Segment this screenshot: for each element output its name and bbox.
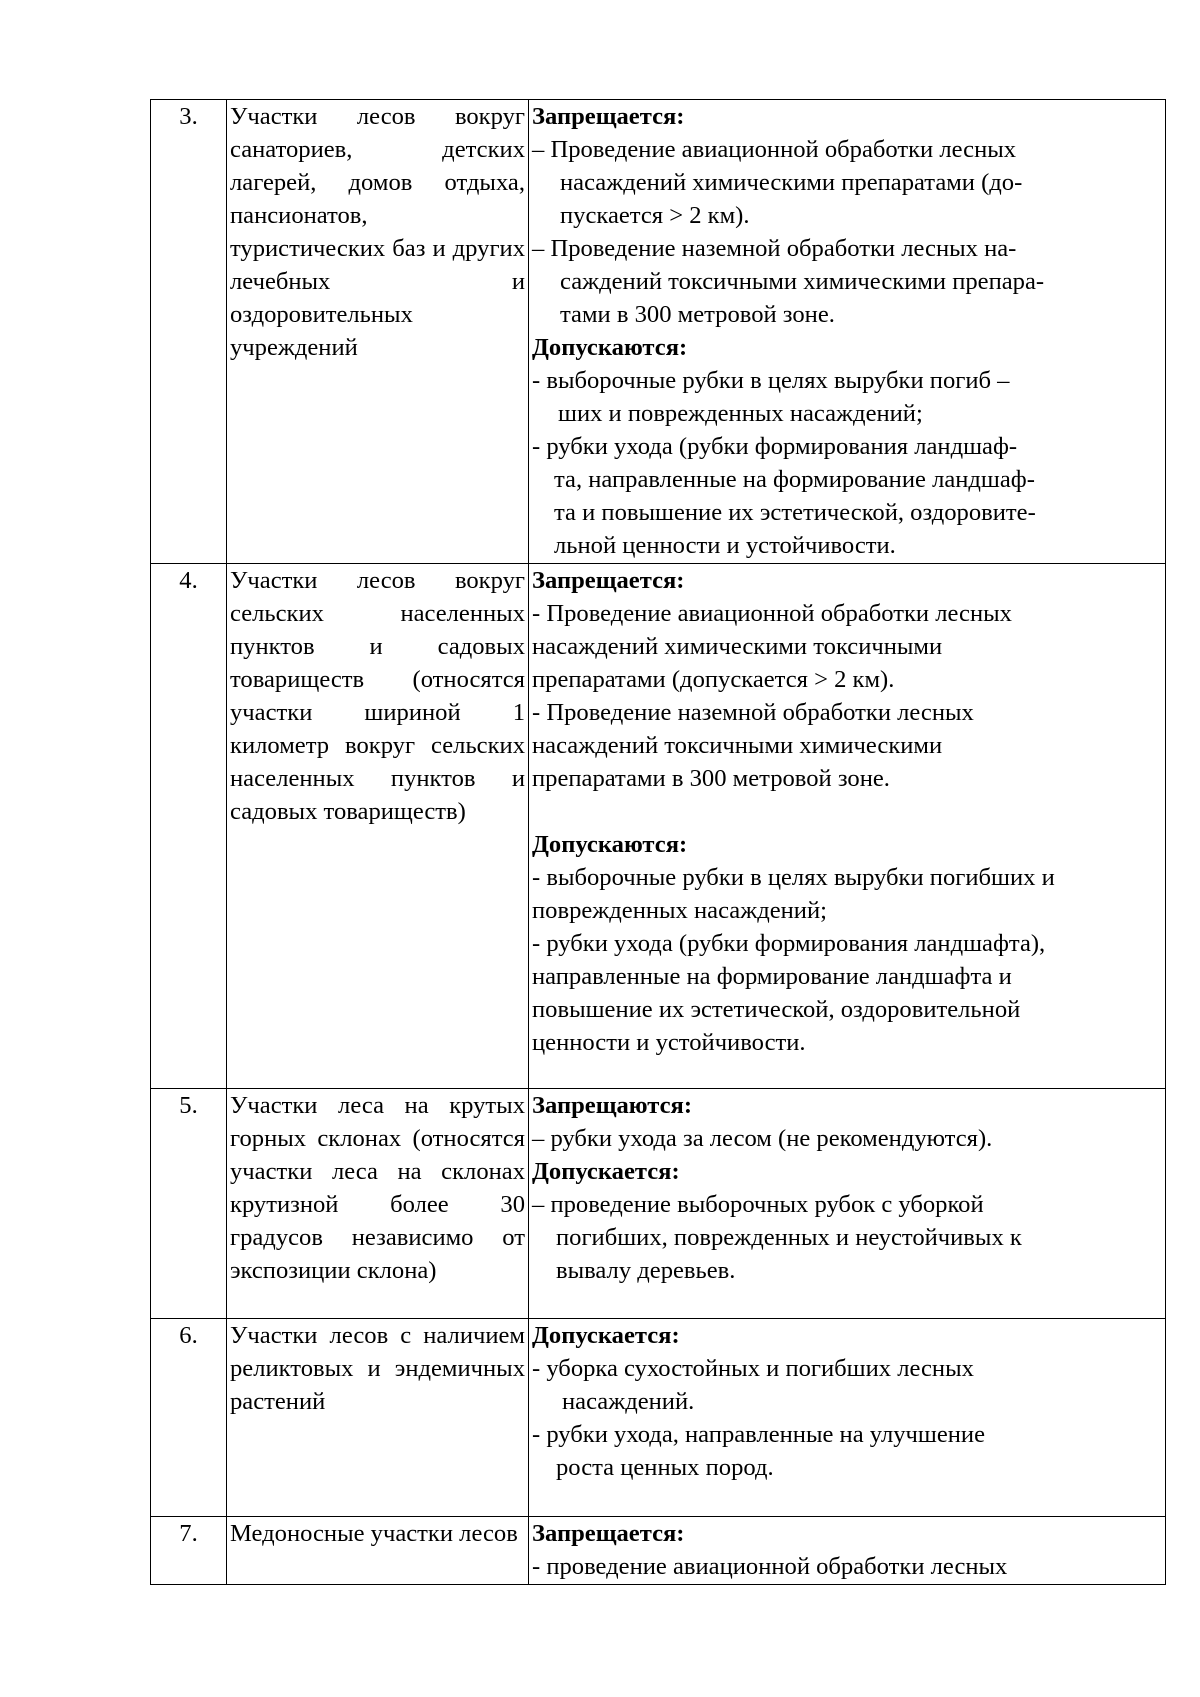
prohibited-heading: Запрещается: <box>532 1520 685 1547</box>
list-item: - выборочные рубки в целях вырубки погибших и поврежденных насаждений; <box>532 864 1055 924</box>
area-description: Участки леса на крутых горных склонах (относятся участки леса на склонах крутизной более 30 градусов независимо от экспозиции склона) <box>227 1089 529 1319</box>
list-item: - уборка сухостойных и погибших лесных насаждений. <box>532 1355 974 1415</box>
forest-regulations-table <box>150 99 1166 1585</box>
allowed-heading: Допускается: <box>532 1158 680 1185</box>
prohibited-heading: Запрещается: <box>532 567 685 594</box>
row-number: 4. <box>151 564 227 1089</box>
area-description: Медоносные участки лесов <box>227 1517 529 1585</box>
list-item: - Проведение авиационной обработки лесных насаждений химическими токсичными препаратами (допускается > 2 км). <box>532 600 1012 693</box>
row-number: 7. <box>151 1517 227 1585</box>
row-number: 3. <box>151 100 227 564</box>
list-item: - рубки ухода (рубки формирования ландшафта), направленные на формирование ландшафта и повышение их эстетической, оздоровительной ценности и устойчивости. <box>532 930 1046 1056</box>
row-number: 6. <box>151 1319 227 1517</box>
row-number: 5. <box>151 1089 227 1319</box>
list-item: – проведение выборочных рубок с уборкой погибших, поврежденных и неустойчивых к вывалу деревьев. <box>532 1191 1022 1284</box>
table-row <box>151 100 1166 564</box>
table-row <box>151 1319 1166 1517</box>
area-description: Участки лесов с наличием реликтовых и эндемичных растений <box>227 1319 529 1517</box>
list-item: – Проведение авиационной обработки лесных насаждений химическими препаратами (до- пускается > 2 км). <box>532 136 1023 229</box>
list-item: – рубки ухода за лесом (не рекомендуются). <box>532 1125 993 1152</box>
list-item: - проведение авиационной обработки лесных <box>532 1553 1008 1580</box>
list-item: - рубки ухода (рубки формирования ландшаф- та, направленные на формирование ландшаф- та и повышение их эстетической, оздоровите- льной ценности и устойчивости. <box>532 433 1036 559</box>
table-row <box>151 1517 1166 1585</box>
table-row <box>151 1089 1166 1319</box>
prohibited-heading: Запрещаются: <box>532 1092 693 1119</box>
area-description: Участки лесов вокруг сельских населенных пунктов и садовых товариществ (относятся участки шириной 1 километр вокруг сельских населенных пунктов и садовых товариществ) <box>227 564 529 1089</box>
list-item: – Проведение наземной обработки лесных на- саждений токсичными химическими препара- тами в 300 метровой зоне. <box>532 235 1045 328</box>
regulation-cell <box>529 564 1166 1089</box>
list-item: - рубки ухода, направленные на улучшение роста ценных пород. <box>532 1421 986 1481</box>
table-row <box>151 564 1166 1089</box>
list-item: - Проведение наземной обработки лесных насаждений токсичными химическими препаратами в 300 метровой зоне. <box>532 699 974 792</box>
area-description: Участки лесов вокруг санаториев, детских лагерей, домов отдыха, пансионатов, туристических баз и других лечебных и оздоровительных учреждений <box>227 100 529 564</box>
regulation-cell <box>529 1319 1166 1517</box>
allowed-heading: Допускаются: <box>532 831 688 858</box>
allowed-heading: Допускается: <box>532 1322 680 1349</box>
regulation-cell <box>529 1089 1166 1319</box>
regulation-cell <box>529 100 1166 564</box>
prohibited-heading: Запрещается: <box>532 103 685 130</box>
allowed-heading: Допускаются: <box>532 334 688 361</box>
regulation-cell <box>529 1517 1166 1585</box>
list-item: - выборочные рубки в целях вырубки погиб – ших и поврежденных насаждений; <box>532 367 1010 427</box>
